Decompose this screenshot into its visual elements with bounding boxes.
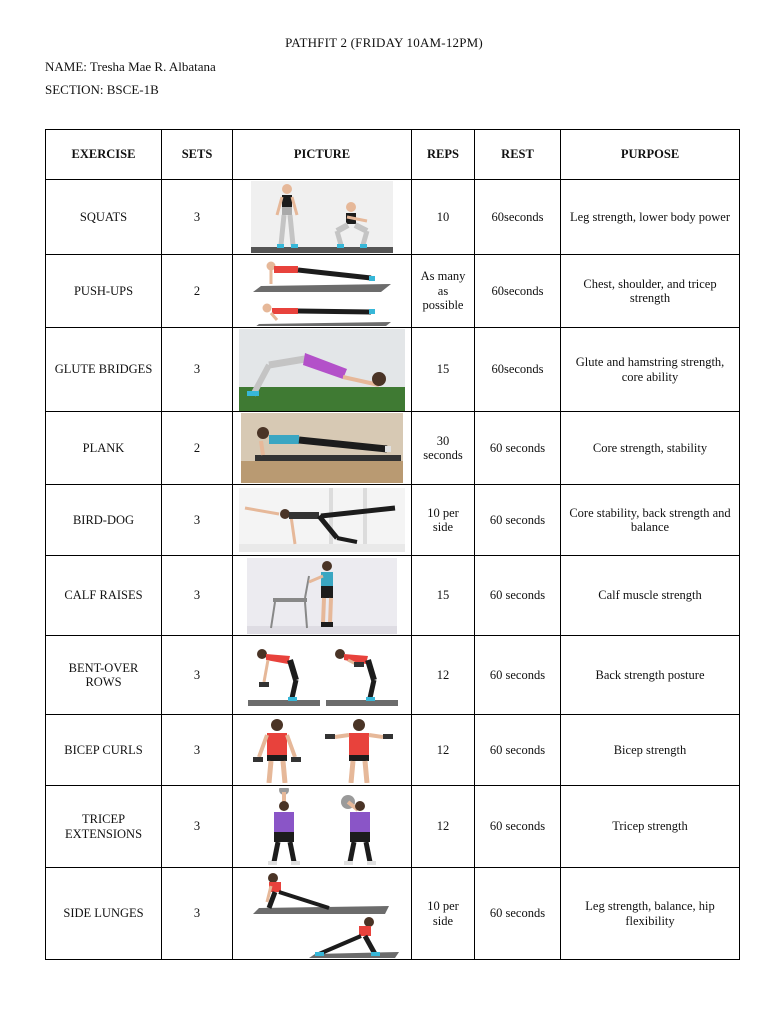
exercise-cell: PUSH-UPS xyxy=(46,255,162,328)
rest-cell: 60 seconds xyxy=(475,786,561,868)
exercise-cell: PLANK xyxy=(46,412,162,485)
plank-figure-icon xyxy=(233,413,411,483)
sets-cell: 3 xyxy=(162,485,233,556)
table-row xyxy=(46,328,740,412)
sets-cell: 3 xyxy=(162,786,233,868)
header-exercise: EXERCISE xyxy=(46,130,162,180)
reps-cell: 10 per side xyxy=(412,868,475,960)
table-row xyxy=(46,556,740,636)
table-row xyxy=(46,412,740,485)
exercise-cell: TRICEP EXTENSIONS xyxy=(46,786,162,868)
sets-cell: 3 xyxy=(162,328,233,412)
table-row xyxy=(46,868,740,960)
rest-cell: 60 seconds xyxy=(475,868,561,960)
reps-cell: 15 xyxy=(412,328,475,412)
bicep-curl-figures-icon xyxy=(233,717,411,783)
table-row xyxy=(46,255,740,328)
table-row xyxy=(46,180,740,255)
header-rest: REST xyxy=(475,130,561,180)
exercise-cell: BENT-OVER ROWS xyxy=(46,636,162,715)
side-lunge-figures-icon xyxy=(233,870,411,958)
purpose-cell: Back strength posture xyxy=(561,636,740,715)
rest-cell: 60seconds xyxy=(475,180,561,255)
reps-cell: 10 per side xyxy=(412,485,475,556)
purpose-cell: Core strength, stability xyxy=(561,412,740,485)
purpose-cell: Glute and hamstring strength, core ability xyxy=(561,328,740,412)
sets-cell: 3 xyxy=(162,556,233,636)
rest-cell: 60 seconds xyxy=(475,715,561,786)
rest-cell: 60 seconds xyxy=(475,636,561,715)
exercise-cell: SQUATS xyxy=(46,180,162,255)
purpose-cell: Tricep strength xyxy=(561,786,740,868)
purpose-cell: Bicep strength xyxy=(561,715,740,786)
purpose-cell: Chest, shoulder, and tricep strength xyxy=(561,255,740,328)
exercise-cell: BICEP CURLS xyxy=(46,715,162,786)
rest-cell: 60 seconds xyxy=(475,556,561,636)
bent-over-row-figures-icon xyxy=(233,640,411,710)
header-picture: PICTURE xyxy=(233,130,412,180)
header-purpose: PURPOSE xyxy=(561,130,740,180)
purpose-cell: Leg strength, balance, hip flexibility xyxy=(561,868,740,960)
table-header-row xyxy=(46,130,740,180)
pushup-figures-icon xyxy=(233,256,411,326)
rest-cell: 60seconds xyxy=(475,328,561,412)
purpose-cell: Leg strength, lower body power xyxy=(561,180,740,255)
table-row xyxy=(46,715,740,786)
student-name: NAME: Tresha Mae R. Albatana xyxy=(45,59,216,74)
reps-cell: 12 xyxy=(412,636,475,715)
sets-cell: 3 xyxy=(162,715,233,786)
student-section: SECTION: BSCE-1B xyxy=(45,82,159,97)
page-title: PATHFIT 2 (FRIDAY 10AM-12PM) xyxy=(285,35,483,50)
exercise-cell: BIRD-DOG xyxy=(46,485,162,556)
exercise-cell: CALF RAISES xyxy=(46,556,162,636)
reps-cell: 12 xyxy=(412,786,475,868)
table-row xyxy=(46,786,740,868)
purpose-cell: Calf muscle strength xyxy=(561,556,740,636)
rest-cell: 60 seconds xyxy=(475,485,561,556)
sets-cell: 2 xyxy=(162,412,233,485)
reps-cell: 30 seconds xyxy=(412,412,475,485)
sets-cell: 3 xyxy=(162,868,233,960)
header-sets: SETS xyxy=(162,130,233,180)
table-row xyxy=(46,485,740,556)
sets-cell: 2 xyxy=(162,255,233,328)
header-reps: REPS xyxy=(412,130,475,180)
squat-figures-icon xyxy=(233,181,411,253)
purpose-cell: Core stability, back strength and balance xyxy=(561,485,740,556)
tricep-extension-figures-icon xyxy=(233,788,411,866)
reps-cell: 15 xyxy=(412,556,475,636)
calf-raise-figure-icon xyxy=(233,558,411,634)
sets-cell: 3 xyxy=(162,180,233,255)
exercise-cell: GLUTE BRIDGES xyxy=(46,328,162,412)
rest-cell: 60seconds xyxy=(475,255,561,328)
glute-bridge-figure-icon xyxy=(233,329,411,411)
sets-cell: 3 xyxy=(162,636,233,715)
reps-cell: 10 xyxy=(412,180,475,255)
table-row xyxy=(46,636,740,715)
bird-dog-figure-icon xyxy=(233,488,411,552)
rest-cell: 60 seconds xyxy=(475,412,561,485)
reps-cell: 12 xyxy=(412,715,475,786)
exercise-cell: SIDE LUNGES xyxy=(46,868,162,960)
exercise-table xyxy=(45,129,740,960)
reps-cell: As many as possible xyxy=(412,255,475,328)
